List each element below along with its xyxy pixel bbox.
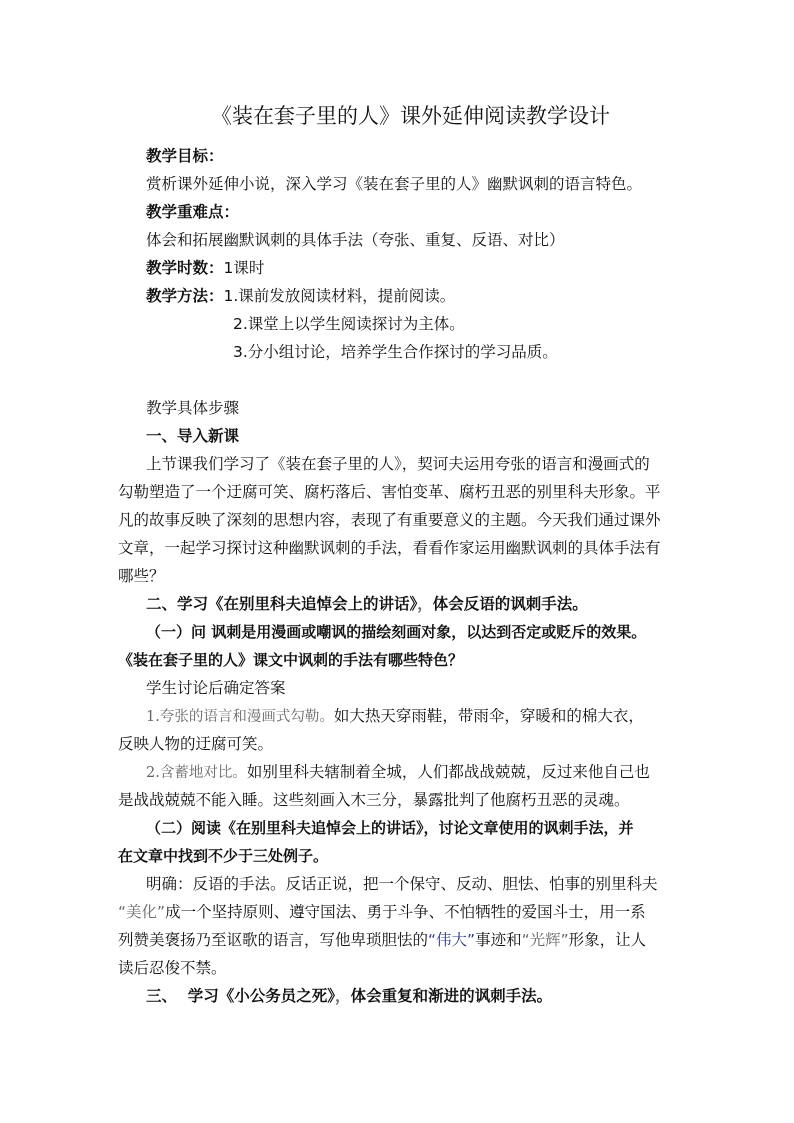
method-row (146, 286, 455, 306)
clarify-line (118, 930, 646, 950)
subsection1-line: 《装在套子里的人》课文中讽刺的手法有哪些特色？ (118, 651, 464, 669)
hours-row (146, 258, 264, 278)
clarify-text: 成一个坚持原则、遵守国法、勇于斗争、不怕牺牲的爱国斗士，用一系 (165, 903, 646, 921)
clarify-text: 形象，让人 (568, 931, 647, 949)
discuss-line: 学生讨论后确定答案 (146, 679, 286, 697)
clarify-text: 事迹和 (475, 931, 522, 949)
subsection2-line: 在文章中找到不少于三处例子。 (118, 847, 329, 865)
section2-heading-comma: ， (417, 595, 433, 613)
answer-1-body: 如大热天穿雨鞋，带雨伞，穿暖和的棉大衣， (333, 707, 644, 725)
paragraph-line: 凡的故事反映了深刻的思想内容，表现了有重要意义的主题。今天我们通过课外 (118, 511, 661, 529)
clarify-line: 明确：反语的手法。反话正说，把一个保守、反动、胆怯、怕事的别里科夫 (146, 875, 658, 893)
clarify-line: 读后忍俊不禁。 (118, 959, 227, 977)
answer-1-continuation: 反映人物的迂腐可笑。 (118, 735, 274, 753)
answer-2 (146, 762, 650, 783)
section2-heading (146, 594, 588, 614)
section3-heading (146, 986, 552, 1006)
section3-heading-part: 体会重复和渐进的讽刺手法。 (350, 987, 553, 1005)
paragraph-line: 文章，一起学习探讨这种幽默讽刺的手法，看看作家运用幽默讽刺的具体手法有 (118, 539, 661, 557)
answer-2-body: 如别里科夫辖制着全城，人们都战战兢兢，反过来他自己也 (246, 763, 650, 781)
clarify-text: 列赞美褒扬乃至讴歌的语言，写他卑琐胆怯的 (118, 931, 429, 949)
paragraph-line: 哪些？ (118, 567, 165, 585)
section2-heading-part: 二、学习《在别里科夫追悼会上的讲话》 (146, 595, 418, 613)
answer-1 (146, 706, 644, 727)
method-item: 3.分小组讨论，培养学生合作探讨的学习品质。 (233, 343, 558, 361)
section1-heading: 一、导入新课 (146, 427, 240, 445)
paragraph-line: 勾勒塑造了一个迂腐可笑、腐朽落后、害怕变革、腐朽丑恶的别里科夫形象。平 (118, 483, 661, 501)
hours-label: 教学时数： (146, 259, 224, 277)
method-item: 1.课前发放阅读材料，提前阅读。 (223, 287, 456, 305)
method-item: 2.课堂上以学生阅读探讨为主体。 (233, 315, 465, 333)
quoted-term: “美化” (118, 903, 166, 921)
section2-heading-part: 体会反语的讽刺手法。 (432, 595, 588, 613)
method-label: 教学方法： (146, 287, 224, 305)
paragraph-line: 上节课我们学习了《装在套子里的人》，契诃夫运用夸张的语言和漫画式的 (146, 455, 650, 473)
subsection2-line: （二）阅读《在别里科夫追悼会上的讲话》，讨论文章使用的讽刺手法，并 (146, 819, 634, 837)
steps-heading: 教学具体步骤 (146, 399, 240, 417)
section3-heading-part: 三、 学习《小公务员之死》 (146, 987, 336, 1005)
key-text: 体会和拓展幽默讽刺的具体手法（夸张、重复、反语、对比） (146, 231, 565, 249)
goal-label: 教学目标： (146, 147, 224, 165)
quoted-term: “光辉” (521, 931, 569, 949)
goal-text: 赏析课外延伸小说，深入学习《装在套子里的人》幽默讽刺的语言特色。 (146, 175, 643, 193)
clarify-line (118, 902, 646, 922)
hours-text: 1课时 (223, 259, 265, 277)
key-label: 教学重难点： (146, 203, 240, 221)
answer-1-lead: 1.夸张的语言和漫画式勾勒。 (146, 709, 334, 725)
subsection1-line: （一）问 讽刺是用漫画或嘲讽的描绘刻画对象，以达到否定或贬斥的效果。 (146, 623, 647, 641)
answer-2-continuation: 是战战兢兢不能入睡。这些刻画入木三分，暴露批判了他腐朽丑恶的灵魂。 (118, 791, 630, 809)
section3-heading-comma: ， (335, 987, 351, 1005)
quoted-term: “伟大” (428, 931, 476, 949)
document-title: 《装在套子里的人》课外延伸阅读教学设计 (211, 104, 610, 128)
answer-2-lead: 2.含蓄地对比。 (146, 765, 247, 781)
